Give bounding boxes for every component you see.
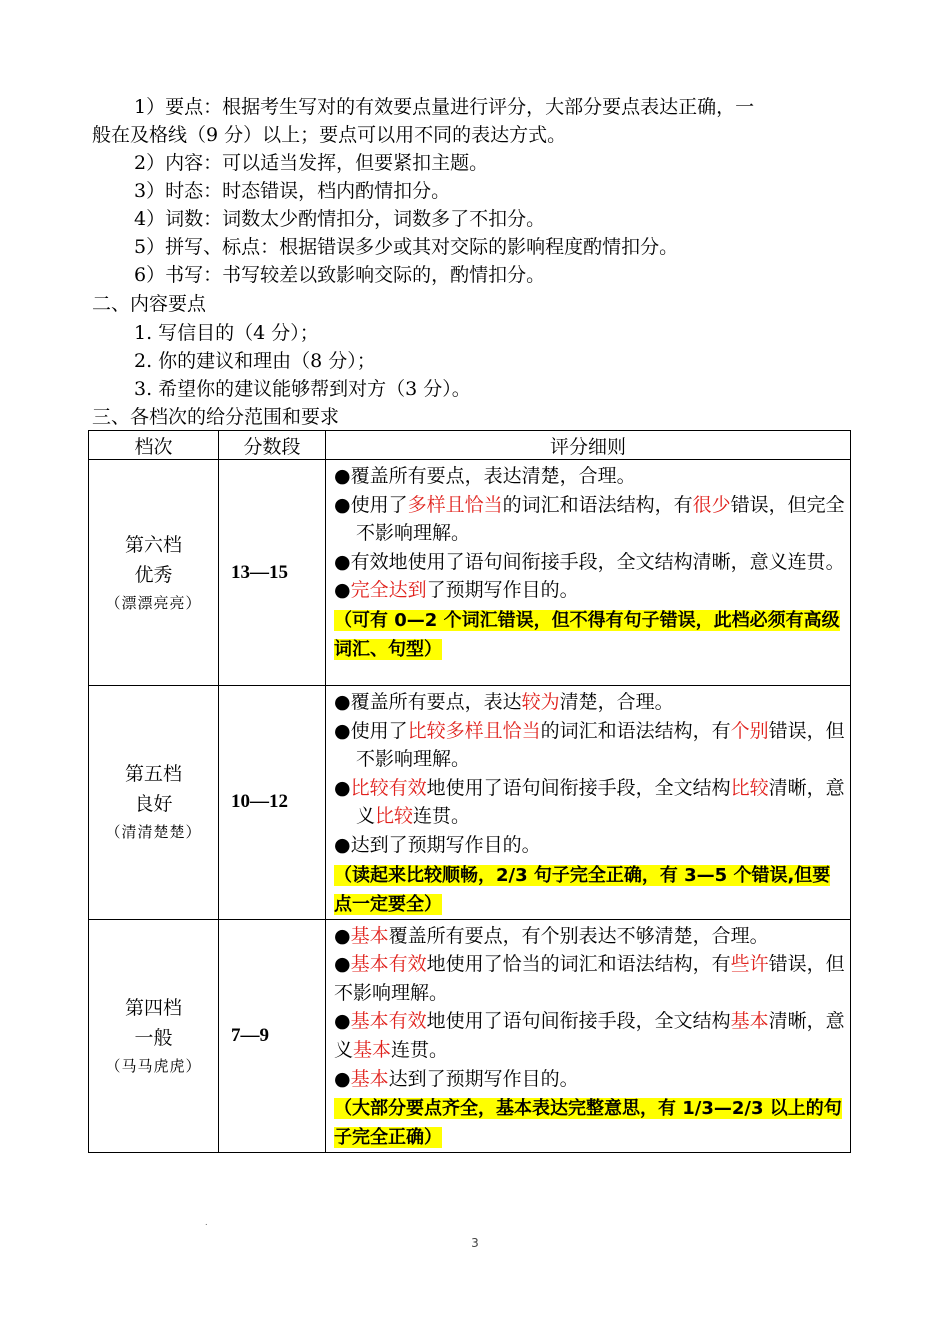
details-cell	[326, 919, 851, 1153]
detail-item	[334, 950, 850, 1007]
detail-text: 清晰，意义	[334, 1010, 845, 1061]
emphasis-text: 较为	[521, 691, 560, 713]
detail-text: 了预期写作目的。	[426, 579, 579, 602]
header-details: 评分细则	[326, 431, 851, 460]
detail-item	[334, 922, 850, 951]
detail-text: 覆盖所有要点，有个别表达不够清楚，合理。	[388, 924, 769, 947]
details-cell	[326, 686, 851, 920]
grading-table	[88, 430, 851, 1153]
detail-list	[334, 462, 850, 605]
detail-item	[334, 548, 850, 577]
detail-item	[334, 576, 850, 605]
detail-text: ●	[334, 579, 351, 602]
criterion-6: 6）书写：书写较差以致影响交际的，酌情扣分。	[134, 264, 546, 286]
emphasis-text: 基本	[353, 1038, 392, 1061]
highlight-note: （读起来比较顺畅，2/3 句子完全正确，有 3—5 个错误,但要点一定要全）	[334, 864, 831, 915]
header-level: 档次	[89, 431, 219, 460]
level-grade: 一般	[134, 1026, 173, 1049]
score-range: 7—9	[219, 919, 326, 1153]
emphasis-text: 基本	[730, 1010, 769, 1033]
detail-text: ●使用了	[334, 719, 408, 742]
page-number: 3	[471, 1236, 479, 1250]
detail-item	[334, 1065, 850, 1094]
level-nickname: （清清楚楚）	[105, 823, 202, 842]
detail-item	[334, 1007, 850, 1064]
highlight-note: （大部分要点齐全，基本表达完整意思，有 1/3—2/3 以上的句子完全正确）	[334, 1098, 842, 1149]
detail-text: ●	[334, 953, 351, 976]
level-name: 第四档	[124, 996, 182, 1019]
detail-text: ●	[334, 776, 351, 799]
highlight-note: （可有 0—2 个词汇错误，但不得有句子错误，此档必须有高级词汇、句型）	[334, 609, 840, 660]
table-header-row	[89, 431, 851, 460]
emphasis-text: 完全达到	[350, 579, 427, 602]
criterion-1-line1: 1）要点：根据考生写对的有效要点量进行评分，大部分要点表达正确，一	[134, 96, 755, 118]
content-point-3: 3. 希望你的建议能够帮到对方（3 分）。	[134, 378, 471, 400]
content-point-2: 2. 你的建议和理由（8 分）；	[134, 350, 376, 372]
emphasis-text: 比较多样且恰当	[407, 719, 541, 742]
emphasis-text: 很少	[692, 493, 731, 516]
detail-text: ●有效地使用了语句间衔接手段，全文结构清晰，意义连贯。	[334, 550, 845, 573]
detail-text: ●	[334, 1067, 351, 1090]
detail-text: 清晰，意义	[356, 776, 845, 828]
detail-text: 错误，但不影响理解。	[334, 953, 845, 1004]
score-range: 10—12	[219, 686, 326, 920]
emphasis-text: 个别	[730, 719, 769, 742]
detail-text: ●达到了预期写作目的。	[334, 833, 541, 856]
emphasis-text: 比较	[730, 776, 769, 799]
table-row	[89, 686, 851, 920]
detail-text: 地使用了语句间衔接手段，全文结构	[426, 776, 731, 799]
emphasis-text: 基本有效	[350, 1010, 427, 1033]
content-point-1: 1. 写信目的（4 分）；	[134, 322, 319, 344]
emphasis-text: 比较	[375, 805, 414, 828]
table-row	[89, 919, 851, 1153]
level-cell	[89, 460, 219, 686]
detail-text: 连贯。	[391, 1038, 449, 1061]
detail-text: 错误，但不影响理解。	[356, 719, 845, 771]
level-nickname: （漂漂亮亮）	[105, 593, 202, 612]
detail-item	[334, 774, 850, 831]
criterion-3: 3）时态：时态错误，档内酌情扣分。	[134, 180, 451, 202]
detail-text: ●覆盖所有要点，表达清楚，合理。	[334, 465, 636, 487]
section-2-heading: 二、内容要点	[92, 293, 207, 315]
detail-text: 地使用了恰当的词汇和语法结构，有	[426, 953, 731, 976]
detail-list	[334, 922, 850, 1094]
emphasis-text: 基本有效	[350, 953, 427, 976]
detail-text: ●	[334, 1010, 351, 1033]
detail-text: 错误，但完全不影响理解。	[356, 493, 845, 545]
level-name: 第六档	[124, 533, 182, 556]
emphasis-text: 基本	[350, 1067, 389, 1090]
criterion-1-line2: 般在及格线（9 分）以上；要点可以用不同的表达方式。	[92, 124, 567, 146]
detail-item	[334, 491, 850, 548]
detail-text: ●使用了	[334, 493, 408, 516]
criterion-5: 5）拼写、标点：根据错误多少或其对交际的影响程度酌情扣分。	[134, 236, 679, 258]
emphasis-text: 比较有效	[350, 776, 427, 799]
detail-text: 的词汇和语法结构，有	[540, 719, 731, 742]
detail-text: 连贯。	[413, 805, 471, 828]
level-name: 第五档	[124, 763, 182, 786]
detail-text: 清楚，合理。	[559, 691, 674, 713]
page-mark: .	[205, 1218, 208, 1227]
level-grade: 良好	[134, 793, 173, 816]
level-cell	[89, 686, 219, 920]
detail-text: 达到了预期写作目的。	[388, 1067, 579, 1090]
emphasis-text: 基本	[350, 924, 389, 947]
detail-item	[334, 462, 850, 491]
table-row	[89, 460, 851, 686]
section-3-heading: 三、各档次的给分范围和要求	[92, 406, 340, 428]
detail-item	[334, 717, 850, 774]
level-nickname: （马马虎虎）	[105, 1056, 202, 1075]
level-grade: 优秀	[134, 563, 173, 586]
detail-text: 地使用了语句间衔接手段，全文结构	[426, 1010, 731, 1033]
criterion-4: 4）词数：词数太少酌情扣分，词数多了不扣分。	[134, 208, 546, 230]
emphasis-text: 些许	[730, 953, 769, 976]
detail-list	[334, 688, 850, 860]
details-cell	[326, 460, 851, 686]
detail-item	[334, 831, 850, 860]
detail-item	[334, 688, 850, 717]
detail-text: ●	[334, 924, 351, 947]
header-score: 分数段	[219, 431, 326, 460]
level-cell	[89, 919, 219, 1153]
detail-text: ●覆盖所有要点，表达	[334, 691, 522, 713]
criterion-2: 2）内容：可以适当发挥，但要紧扣主题。	[134, 152, 489, 174]
score-range: 13—15	[219, 460, 326, 686]
detail-text: 的词汇和语法结构，有	[502, 493, 693, 516]
emphasis-text: 多样且恰当	[407, 493, 503, 516]
